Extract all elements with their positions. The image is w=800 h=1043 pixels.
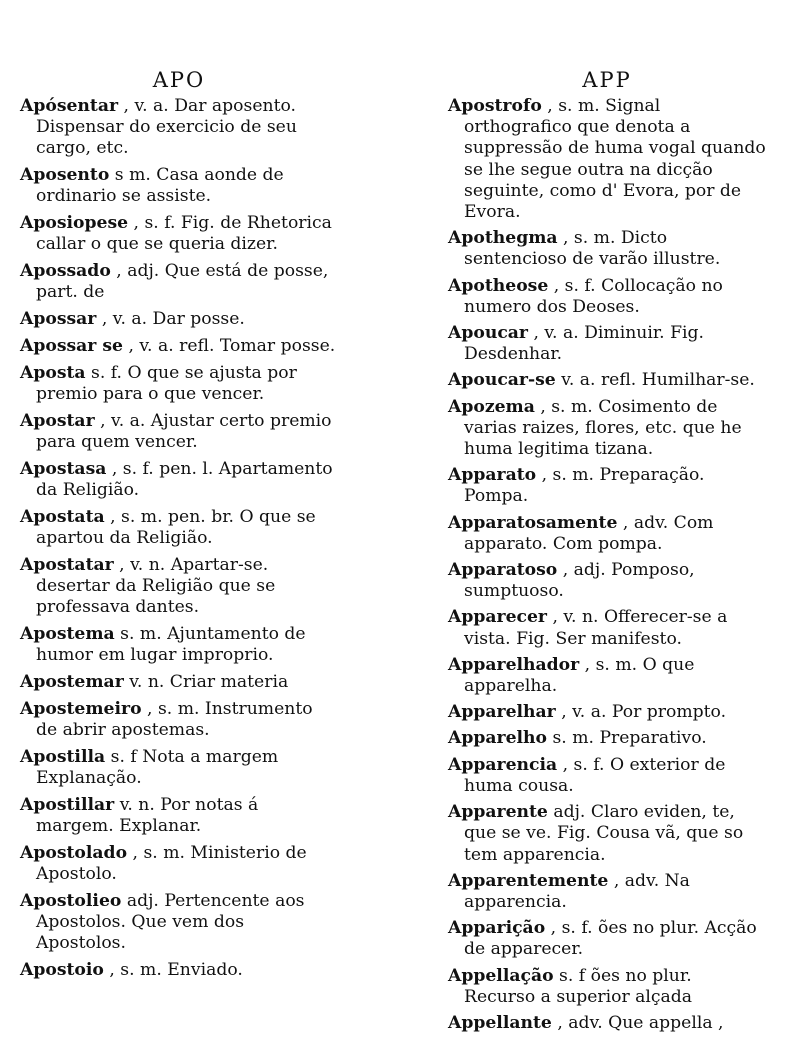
entry-headword: Apostolado [20, 842, 128, 863]
entry-definition: , s. m. Enviado. [109, 960, 243, 980]
dictionary-entry [20, 309, 338, 330]
entry-headword: Apostillar [20, 794, 115, 815]
entry-definition: , s. f. pen. l. Apartamento da Religião. [36, 458, 333, 500]
entry-headword: Apostilla [20, 746, 106, 767]
entry-definition: , s. m. Ministerio de Apostolo. [36, 842, 307, 884]
right-column [448, 68, 766, 1039]
dictionary-entry [448, 607, 766, 649]
entry-headword: Apparato [448, 465, 537, 486]
dictionary-entry [20, 672, 338, 693]
entry-definition: , v. a. Dar posse. [101, 309, 245, 330]
dictionary-entry [20, 363, 338, 405]
entry-headword: Apostemar [20, 672, 124, 692]
dictionary-entry [448, 755, 766, 797]
left-column-header: APO [152, 68, 206, 92]
entry-definition: v. a. refl. Humilhar-se. [561, 370, 755, 391]
dictionary-entry [448, 871, 766, 913]
entry-definition: , v. a. refl. Tomar posse. [128, 336, 336, 356]
entry-headword: Apostata [20, 506, 105, 527]
entry-definition: , adv. Na apparencia. [464, 870, 690, 912]
entry-headword: Apostasa [20, 458, 107, 479]
entry-headword: Apparente [448, 802, 548, 823]
entry-definition: s. f ões no plur. Recurso a superior alçada [464, 965, 693, 1007]
dictionary-entry [20, 411, 338, 453]
dictionary-entry [20, 261, 338, 303]
entry-headword: Apostolieo [20, 890, 122, 911]
entry-headword: Apossado [20, 261, 111, 282]
entry-definition: , s. m. O que apparelha. [464, 654, 695, 697]
dictionary-entry [448, 802, 766, 866]
dictionary-entry [448, 655, 766, 697]
entry-headword: Apoucar [448, 323, 528, 344]
dictionary-entry [448, 728, 766, 749]
entry-headword: Apoucar-se [448, 370, 556, 391]
dictionary-entry [448, 966, 766, 1008]
entry-headword: Apparecer [448, 607, 547, 628]
entry-headword: Apostema [20, 624, 115, 644]
entry-definition: , s. m. Dicto sentencioso de varão illustre. [464, 228, 721, 270]
entry-definition: , s. f. O exterior de huma cousa. [464, 754, 726, 796]
entry-definition: , s. m. Cosimento de varias raizes, flores, etc. que he huma legitima tizana. [464, 396, 742, 460]
entry-definition: , s. m. pen. br. O que se apartou da Religião. [36, 506, 316, 548]
entry-definition: , v. a. Por prompto. [561, 702, 727, 723]
dictionary-entry [20, 795, 338, 837]
entry-headword: Aposiopese [20, 213, 129, 234]
dictionary-entry [448, 918, 766, 960]
right-entry-list [448, 96, 766, 1034]
left-column [20, 68, 338, 1039]
entry-definition: , s. f. ões no plur. Acção de apparecer. [464, 918, 757, 960]
entry-headword: Apostrofo [448, 96, 542, 116]
dictionary-entry [448, 370, 766, 391]
entry-headword: Apparatoso [448, 560, 558, 581]
entry-definition: , v. a. Diminuir. Fig. Desdenhar. [464, 323, 704, 365]
entry-definition: , v. a. Dar aposento. Dispensar do exercicio de seu cargo, etc. [36, 96, 297, 159]
entry-definition: , s. f. Collocação no numero dos Deoses. [464, 275, 723, 317]
entry-definition: s. m. Preparativo. [552, 728, 707, 749]
entry-headword: Apparentemente [448, 870, 609, 891]
dictionary-entry [448, 465, 766, 507]
entry-headword: Apostemeiro [20, 698, 142, 719]
dictionary-entry [20, 747, 338, 789]
entry-headword: Apostoio [20, 960, 104, 980]
dictionary-entry [20, 336, 338, 357]
dictionary-entry [448, 96, 766, 223]
entry-headword: Apossar [20, 309, 97, 330]
dictionary-entry [20, 96, 338, 160]
entry-headword: Apozema [448, 396, 535, 417]
entry-headword: Apparencia [448, 754, 558, 775]
entry-headword: Apotheose [448, 275, 549, 296]
dictionary-entry [448, 513, 766, 555]
dictionary-entry [448, 228, 766, 270]
entry-definition: , adv. Com apparato. Com pompa. [464, 512, 714, 554]
entry-definition: , s. f. Fig. de Rhetorica callar o que se queria dizer. [36, 213, 332, 255]
entry-definition: , s. m. Signal orthografico que denota a suppressão de huma vogal quando se lhe segue outra na dicção seguinte, como d' Evora, por de Evora. [464, 96, 766, 223]
entry-definition: adj. Pertencente aos Apostolos. Que vem dos Apostolos. [36, 890, 305, 954]
entry-headword: Apossar se [20, 336, 123, 356]
entry-definition: s. m. Ajuntamento de humor em lugar improprio. [36, 624, 306, 666]
dictionary-entry [20, 459, 338, 501]
dictionary-entry [448, 276, 766, 318]
dictionary-entry [20, 891, 338, 955]
dictionary-entry [20, 699, 338, 741]
dictionary-entry [448, 560, 766, 602]
entry-definition: s. f Nota a margem Explanação. [36, 746, 279, 788]
dictionary-entry [448, 397, 766, 461]
entry-headword: Apparição [448, 918, 546, 939]
entry-definition: , v. n. Offerecer-se a vista. Fig. Ser manifesto. [464, 607, 728, 649]
dictionary-entry [448, 702, 766, 723]
dictionary-entry [20, 843, 338, 885]
entry-definition: , adj. Pomposo, sumptuoso. [464, 560, 695, 602]
dictionary-entry [448, 1013, 766, 1034]
entry-headword: Appellação [448, 965, 554, 986]
entry-headword: Apósentar [20, 96, 119, 116]
entry-headword: Apostar [20, 410, 95, 431]
two-column-layout [20, 68, 780, 1039]
entry-headword: Apparatosamente [448, 512, 618, 533]
entry-definition: v. n. Criar materia [129, 672, 289, 692]
entry-definition: , v. a. Ajustar certo premio para quem vencer. [36, 410, 332, 452]
dictionary-entry [20, 507, 338, 549]
entry-definition: s m. Casa aonde de ordinario se assiste. [36, 165, 284, 207]
dictionary-entry [20, 165, 338, 207]
entry-headword: Apothegma [448, 228, 558, 249]
dictionary-entry [20, 555, 338, 619]
entry-headword: Appellante [448, 1012, 552, 1033]
left-entry-list [20, 96, 338, 981]
entry-headword: Apparelhar [448, 702, 556, 723]
entry-definition: , adj. Que está de posse, part. de [36, 261, 329, 303]
dictionary-entry [20, 960, 338, 981]
entry-definition: , adv. Que appella , [557, 1012, 724, 1033]
entry-headword: Aposento [20, 165, 110, 186]
dictionary-entry [20, 213, 338, 255]
entry-definition: v. n. Por notas á margem. Explanar. [36, 794, 259, 836]
entry-headword: Apparelho [448, 728, 547, 749]
entry-headword: Apostatar [20, 554, 114, 575]
entry-definition: , s. m. Instrumento de abrir apostemas. [36, 698, 313, 740]
dictionary-entry [448, 323, 766, 365]
right-column-header: APP [582, 68, 632, 92]
entry-headword: Apparelhador [448, 654, 580, 675]
entry-definition: , s. m. Preparação. Pompa. [464, 465, 705, 507]
entry-definition: adj. Claro eviden, te, que se ve. Fig. Cousa vã, que so tem apparencia. [464, 802, 744, 865]
dictionary-entry [20, 624, 338, 666]
entry-definition: , v. n. Apartar-se. desertar da Religião que se professava dantes. [36, 554, 276, 618]
entry-headword: Aposta [20, 362, 86, 383]
entry-definition: s. f. O que se ajusta por premio para o que vencer. [36, 362, 297, 404]
